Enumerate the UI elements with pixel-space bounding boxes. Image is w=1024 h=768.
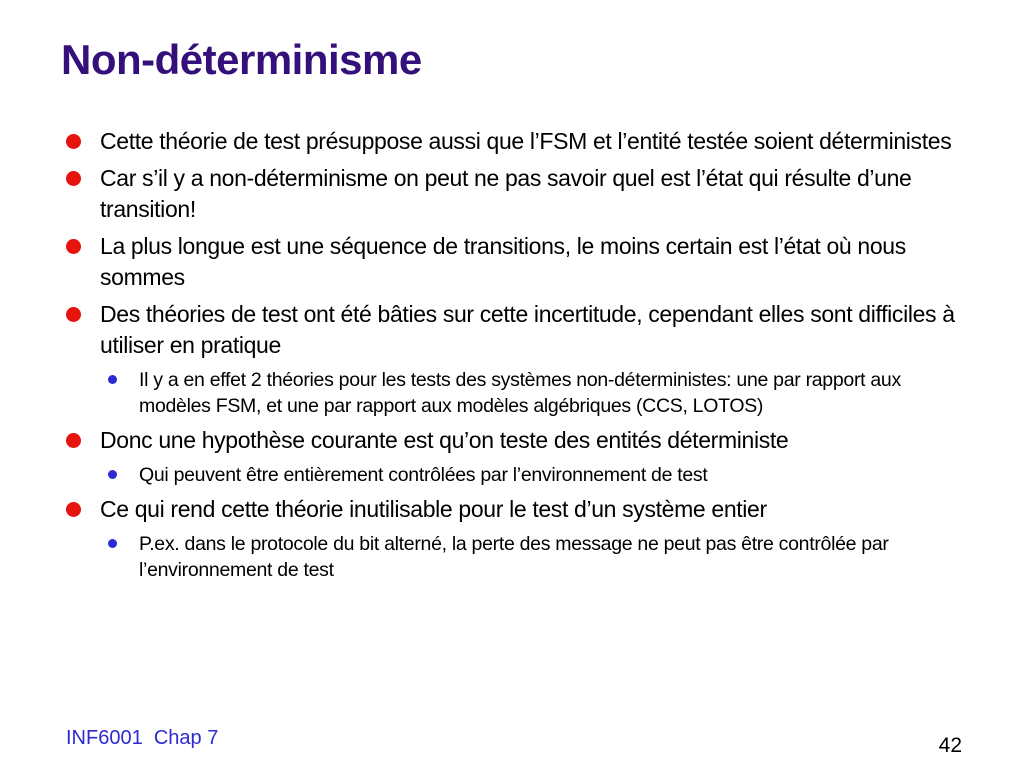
bullet-text: La plus longue est une séquence de transitions, le moins certain est l’état où nous sommes	[100, 233, 906, 290]
sub-bullet-text: P.ex. dans le protocole du bit alterné, la perte des message ne peut pas être contrôlée par l’environnement de test	[139, 533, 889, 581]
blue-bullet-icon	[108, 375, 117, 384]
red-bullet-icon	[66, 171, 81, 186]
red-bullet-icon	[66, 239, 81, 254]
slide-title: Non-déterminisme	[61, 36, 422, 83]
bullet-text: Car s’il y a non-déterminisme on peut ne pas savoir quel est l’état qui résulte d’une transition!	[100, 165, 912, 222]
sub-bullet-item	[106, 531, 964, 583]
page-number: 42	[938, 734, 962, 757]
bullet-item	[64, 231, 964, 293]
bullet-item	[64, 425, 964, 456]
bullet-item	[64, 163, 964, 225]
bullet-text: Cette théorie de test présuppose aussi que l’FSM et l’entité testée soient déterministes	[100, 128, 952, 154]
bullet-text: Donc une hypothèse courante est qu’on teste des entités déterministe	[100, 427, 789, 453]
sub-bullet-text: Qui peuvent être entièrement contrôlées par l’environnement de test	[139, 464, 708, 486]
red-bullet-icon	[66, 307, 81, 322]
bullet-item	[64, 126, 964, 157]
sub-bullet-item	[106, 367, 964, 419]
red-bullet-icon	[66, 433, 81, 448]
bullet-text: Des théories de test ont été bâties sur cette incertitude, cependant elles sont difficiles à utiliser en pratique	[100, 301, 955, 358]
footer-course-label: INF6001 Chap 7	[66, 727, 219, 749]
sub-bullet-item	[106, 462, 964, 488]
bullet-text: Ce qui rend cette théorie inutilisable pour le test d’un système entier	[100, 496, 767, 522]
bullet-item	[64, 494, 964, 525]
bullet-item	[64, 299, 964, 361]
red-bullet-icon	[66, 502, 81, 517]
blue-bullet-icon	[108, 470, 117, 479]
red-bullet-icon	[66, 134, 81, 149]
blue-bullet-icon	[108, 539, 117, 548]
bullet-list	[64, 126, 964, 589]
sub-bullet-text: Il y a en effet 2 théories pour les tests des systèmes non-déterministes: une par rapport aux modèles FSM, et une par rapport aux modèles algébriques (CCS, LOTOS)	[139, 369, 901, 417]
